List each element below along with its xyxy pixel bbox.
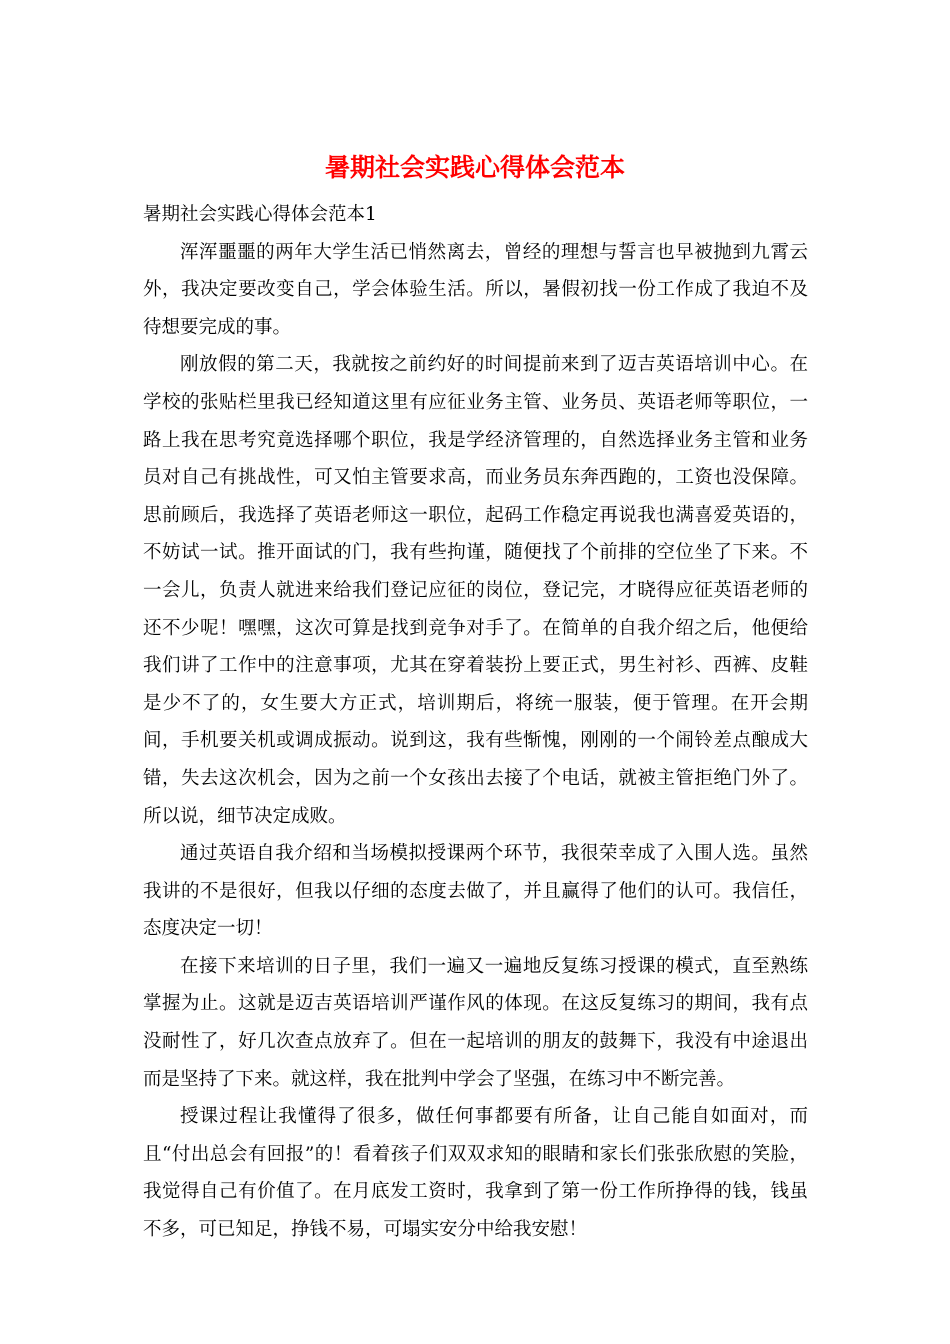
paragraph: 授课过程让我懂得了很多，做任何事都要有所备，让自己能自如面对，而且“付出总会有回报”的！看着孩子们双双求知的眼睛和家长们张张欣慰的笑脸，我觉得自己有价值了。在月底发工资时，我拿到了第一份工作所挣得的钱，钱虽不多，可已知足，挣钱不易，可塌实安分中给我安慰！ [143,1106,808,1241]
section-heading: 暑期社会实践心得体会范本1 [143,204,377,225]
paragraph: 通过英语自我介绍和当场模拟授课两个环节，我很荣幸成了入围人选。虽然我讲的不是很好，但我以仔细的态度去做了，并且赢得了他们的认可。我信任，态度决定一切！ [143,843,808,940]
document-title: 暑期社会实践心得体会范本 [324,153,625,182]
paragraph: 在接下来培训的日子里，我们一遍又一遍地反复练习授课的模式，直至熟练掌握为止。这就是迈吉英语培训严谨作风的体现。在这反复练习的期间，我有点没耐性了，好几次查点放弃了。但在一起培训的朋友的鼓舞下，我没有中途退出而是坚持了下来。就这样，我在批判中学会了坚强，在练习中不断完善。 [143,955,808,1090]
document-body [143,196,808,1249]
paragraph: 刚放假的第二天，我就按之前约好的时间提前来到了迈吉英语培训中心。在学校的张贴栏里我已经知道这里有应征业务主管、业务员、英语老师等职位，一路上我在思考究竟选择哪个职位，我是学经济管理的，自然选择业务主管和业务员对自己有挑战性，可又怕主管要求高，而业务员东奔西跑的，工资也没保障。思前顾后，我选择了英语老师这一职位，起码工作稳定再说我也满喜爱英语的，不妨试一试。推开面试的门，我有些拘谨，随便找了个前排的空位坐了下来。不一会儿，负责人就进来给我们登记应征的岗位，登记完，才晓得应征英语老师的还不少呢！嘿嘿，这次可算是找到竞争对手了。在简单的自我介绍之后，他便给我们讲了工作中的注意事项，尤其在穿着装扮上要正式，男生衬衫、西裤、皮鞋是少不了的，女生要大方正式，培训期后，将统一服装，便于管理。在开会期间，手机要关机或调成振动。说到这，我有些惭愧，刚刚的一个闹铃差点酿成大错，失去这次机会，因为之前一个女孩出去接了个电话，就被主管拒绝门外了。所以说，细节决定成败。 [143,354,808,827]
paragraph: 浑浑噩噩的两年大学生活已悄然离去，曾经的理想与誓言也早被抛到九霄云外，我决定要改变自己，学会体验生活。所以，暑假初找一份工作成了我迫不及待想要完成的事。 [143,241,808,338]
